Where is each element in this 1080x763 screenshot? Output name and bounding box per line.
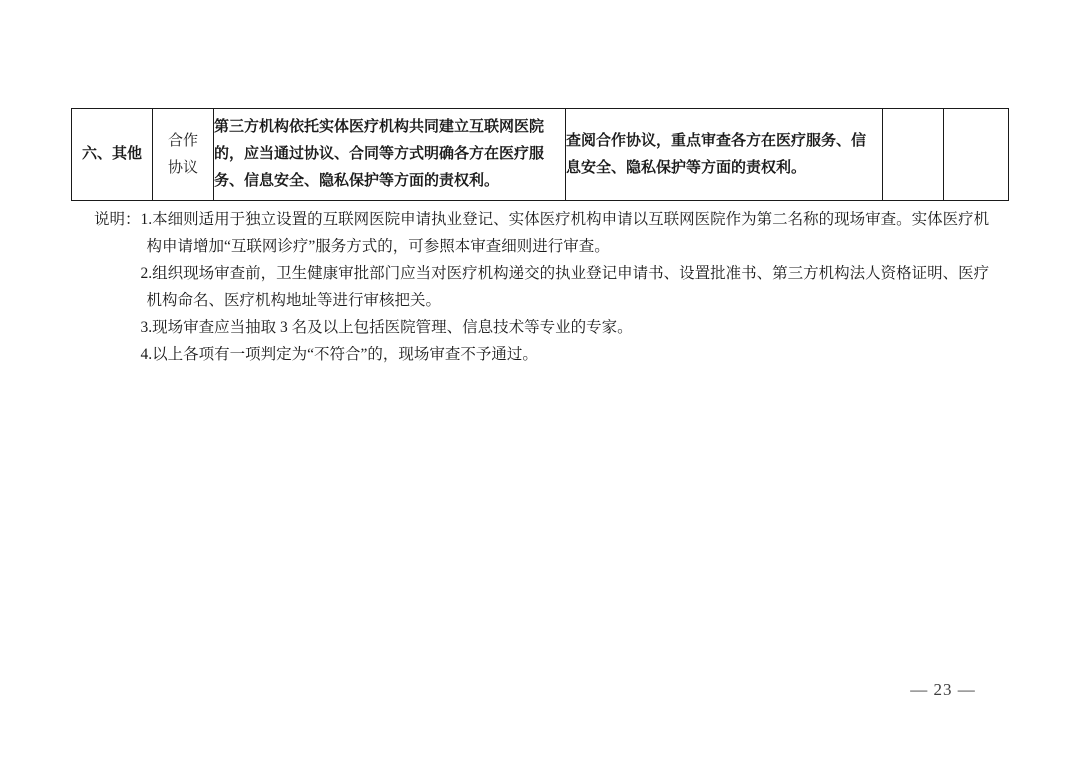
- item-cell: 合作 协议: [153, 109, 214, 201]
- table-row: [72, 109, 1009, 201]
- review-table-container: [71, 108, 1009, 201]
- empty-remark-cell: [944, 109, 1009, 201]
- review-table: [71, 108, 1009, 201]
- notes-label: 说明：: [94, 211, 141, 228]
- notes-list: [141, 206, 999, 368]
- category-cell: 六、其他: [72, 109, 153, 201]
- page-number: — 23 —: [910, 680, 976, 699]
- note-item-4: 4.以上各项有一项判定为“不符合”的，现场审查不予通过。: [140, 346, 538, 363]
- requirement-cell: 第三方机构依托实体医疗机构共同建立互联网医院 的，应当通过协议、合同等方式明确各方在医疗服 务、信息安全、隐私保护等方面的责权利。: [214, 109, 566, 201]
- note-item-3: 3.现场审查应当抽取 3 名及以上包括医院管理、信息技术等专业的专家。: [140, 319, 633, 336]
- empty-result-cell: [883, 109, 944, 201]
- note-item-2: 2.组织现场审查前，卫生健康审批部门应当对医疗机构递交的执业登记申请书、设置批准书、第三方机构法人资格证明、医疗 机构命名、医疗机构地址等进行审核把关。: [140, 265, 990, 309]
- review-method-cell: 查阅合作协议，重点审查各方在医疗服务、信 息安全、隐私保护等方面的责权利。: [566, 109, 883, 201]
- notes-section: [94, 206, 999, 368]
- note-item-1: 1.本细则适用于独立设置的互联网医院申请执业登记、实体医疗机构申请以互联网医院作为第二名称的现场审查。实体医疗机 构申请增加“互联网诊疗”服务方式的，可参照本审查细则进行审查。: [140, 211, 990, 255]
